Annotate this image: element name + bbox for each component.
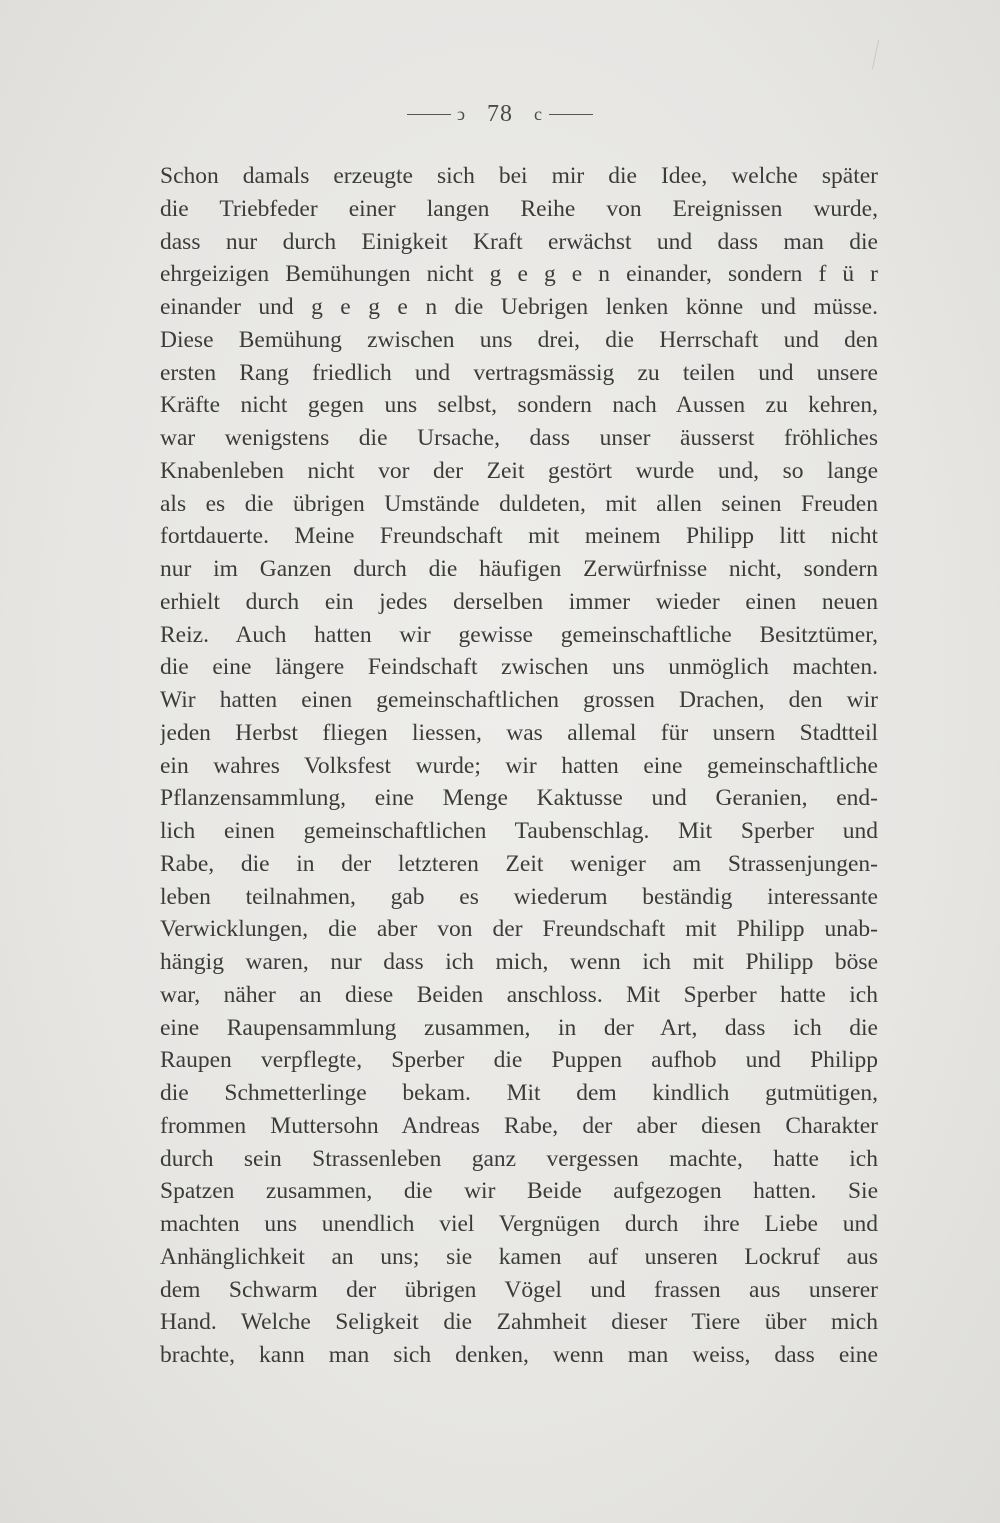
- text-line: lich einen gemeinschaftlichen Taubenschlag. Mit Sperber und: [160, 818, 878, 844]
- text-line: Pflanzensammlung, eine Menge Kaktusse und Geranien, end-: [160, 785, 878, 812]
- text-line: ein wahres Volksfest wurde; wir hatten eine gemeinschaftliche: [160, 752, 878, 779]
- text-line: leben teilnahmen, gab es wiederum beständig interessante: [160, 883, 878, 910]
- text-line: machten uns unendlich viel Vergnügen durch ihre Liebe und: [160, 1211, 878, 1237]
- header-ornament-left: ↄ: [457, 103, 466, 124]
- text-line: Schon damals erzeugte sich bei mir die Idee, welche später: [160, 163, 878, 189]
- text-line: Rabe, die in der letzteren Zeit weniger am Strassenjungen-: [160, 850, 878, 877]
- text-line: hängig waren, nur dass ich mich, wenn ich mit Philipp böse: [160, 949, 878, 975]
- text-line: dass nur durch Einigkeit Kraft erwächst und dass man die: [160, 228, 878, 255]
- text-line: jeden Herbst fliegen liessen, was allemal für unsern Stadtteil: [160, 719, 878, 746]
- text-line: Reiz. Auch hatten wir gewisse gemeinschaftliche Besitztümer,: [160, 621, 878, 648]
- header-rule-right: [549, 114, 593, 115]
- page-header: [0, 100, 1000, 128]
- text-line: erhielt durch ein jedes derselben immer wieder einen neuen: [160, 588, 878, 615]
- text-line: Verwicklungen, die aber von der Freundschaft mit Philipp unab-: [160, 916, 878, 943]
- text-line: die Triebfeder einer langen Reihe von Ereignissen wurde,: [160, 195, 878, 222]
- text-line: Wir hatten einen gemeinschaftlichen grossen Drachen, den wir: [160, 687, 878, 713]
- text-line: eine Raupensammlung zusammen, in der Art, dass ich die: [160, 1014, 878, 1041]
- text-line: als es die übrigen Umstände duldeten, mit allen seinen Freuden: [160, 490, 878, 517]
- text-line: war wenigstens die Ursache, dass unser äusserst fröhliches: [160, 425, 878, 451]
- header-ornament-right: c: [534, 103, 543, 124]
- header-rule-left: [407, 114, 451, 115]
- text-line: Hand. Welche Seligkeit die Zahmheit dieser Tiere über mich: [160, 1309, 878, 1336]
- text-line: Raupen verpflegte, Sperber die Puppen aufhob und Philipp: [160, 1047, 878, 1074]
- text-line: ehrgeizigen Bemühungen nicht g e g e n einander, sondern f ü r: [160, 261, 878, 288]
- text-line: Spatzen zusammen, die wir Beide aufgezogen hatten. Sie: [160, 1178, 878, 1205]
- paper-edge-mark: [872, 40, 883, 70]
- text-line: nur im Ganzen durch die häufigen Zerwürfnisse nicht, sondern: [160, 556, 878, 582]
- text-line: einander und g e g e n die Uebrigen lenken könne und müsse.: [160, 294, 878, 320]
- text-line: Diese Bemühung zwischen uns drei, die Herrschaft und den: [160, 326, 878, 353]
- text-line: fortdauerte. Meine Freundschaft mit meinem Philipp litt nicht: [160, 523, 878, 550]
- text-line: dem Schwarm der übrigen Vögel und frassen aus unserer: [160, 1276, 878, 1303]
- text-line: war, näher an diese Beiden anschloss. Mit Sperber hatte ich: [160, 981, 878, 1008]
- text-line: die Schmetterlinge bekam. Mit dem kindlich gutmütigen,: [160, 1080, 878, 1106]
- text-line: frommen Muttersohn Andreas Rabe, der aber diesen Charakter: [160, 1112, 878, 1139]
- text-line: ersten Rang friedlich und vertragsmässig zu teilen und unsere: [160, 359, 878, 386]
- text-line: Kräfte nicht gegen uns selbst, sondern nach Aussen zu kehren,: [160, 392, 878, 419]
- text-line: durch sein Strassenleben ganz vergessen machte, hatte ich: [160, 1145, 878, 1172]
- text-line: brachte, kann man sich denken, wenn man weiss, dass eine: [160, 1342, 878, 1368]
- page-number: 78: [487, 100, 513, 127]
- body-text: [160, 160, 878, 1372]
- text-line: Knabenleben nicht vor der Zeit gestört wurde und, so lange: [160, 457, 878, 484]
- text-line: die eine längere Feindschaft zwischen uns unmöglich machten.: [160, 654, 878, 681]
- text-line: Anhänglichkeit an uns; sie kamen auf unseren Lockruf aus: [160, 1243, 878, 1270]
